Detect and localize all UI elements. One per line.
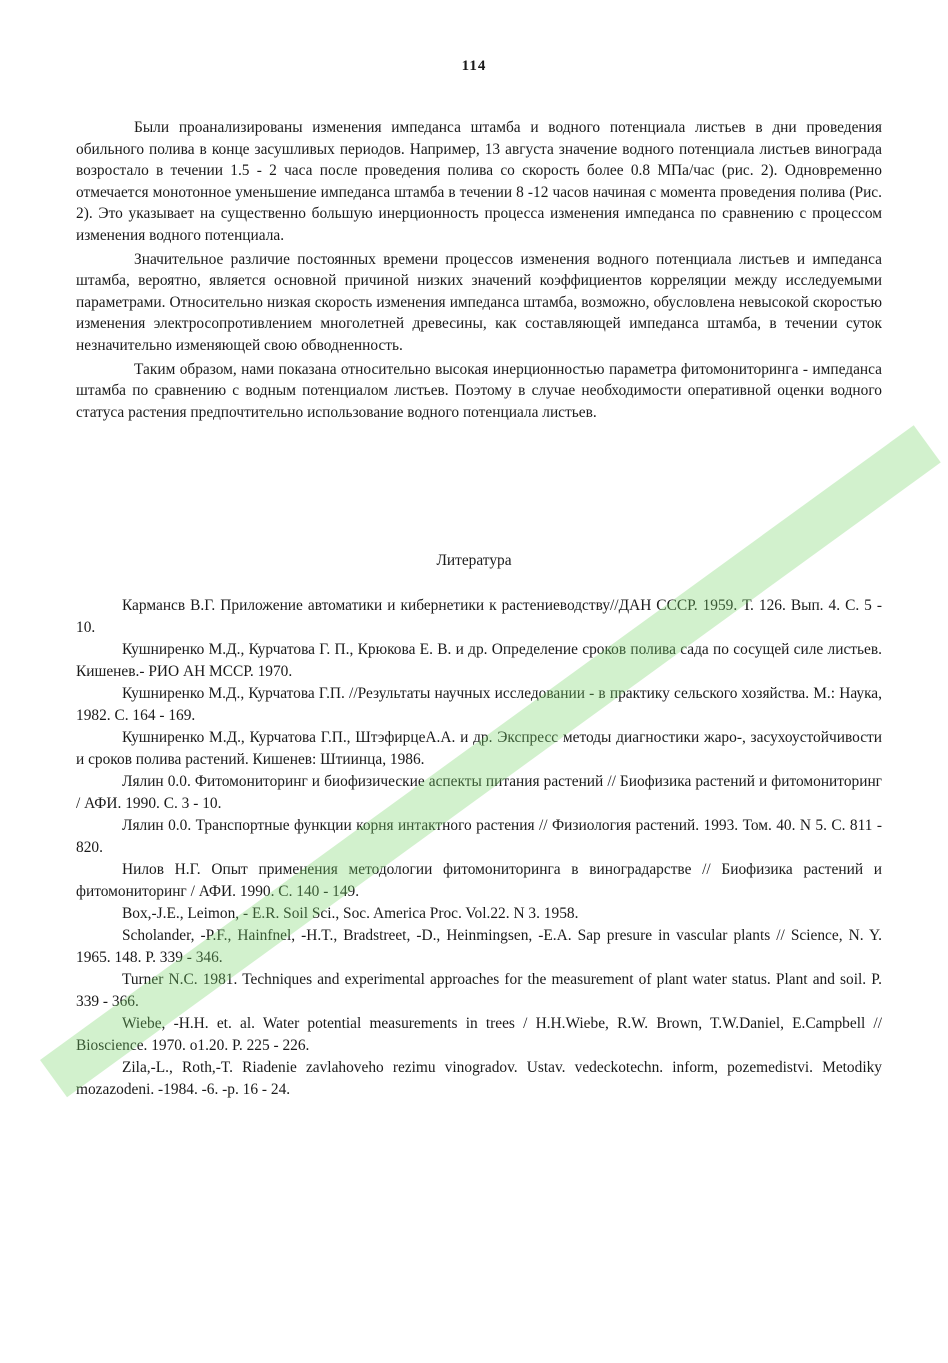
reference-item: Scholander, -P.F., Hainfnel, -H.T., Bradstreet, -D., Heinmingsen, -E.A. Sap presure in vascular plants // Science, N. Y. 1965. 148. P. 339 - 346.: [76, 927, 882, 966]
section-title: Литература: [436, 552, 512, 569]
reference-item: Wiebe, -H.H. et. al. Water potential measurements in trees / H.H.Wiebe, R.W. Brown, T.W.Daniel, E.Campbell // Bioscience. 1970. o1.20. P. 225 - 226.: [76, 1015, 882, 1054]
reference-item: Кушниренко М.Д., Курчатова Г. П., Крюкова Е. В. и др. Определение сроков полива сада по сосущей силе листьев. Кишенев.- РИО АН МССР. 1970.: [76, 641, 882, 680]
reference-item: Кармансв В.Г. Приложение автоматики и кибернетики к растениеводству//ДАН СССР. 1959. Т. 126. Вып. 4. С. 5 - 10.: [76, 597, 882, 636]
paragraph: Были проанализированы изменения импеданса штамба и водного потенциала листьев в дни проведения обильного полива в конце засушливых периодов. Например, 13 августа значение водного потенциала листьев винограда возростало в течении 1.5 - 2 часа после проведения полива со скорость более 0.8 МПа/час (рис. 2). Одновременно отмечается монотонное уменьшение импеданса штамба в течении 8 -12 часов начиная с момента проведения полива (Рис. 2). Это указывает на существенно большую инерционность процесса изменения импеданса по сравнению с процессом изменения водного потенциала.: [76, 119, 882, 244]
reference-item: Лялин 0.0. Транспортные функции корня интактного растения // Физиология растений. 1993. Том. 40. N 5. С. 811 - 820.: [76, 817, 882, 856]
reference-item: Нилов Н.Г. Опыт применения методологии фитомониторинга в виноградарстве // Биофизика растений и фитомониторинг / АФИ. 1990. С. 140 - 149.: [76, 861, 882, 900]
body-text: [76, 117, 882, 425]
reference-item: Zila,-L., Roth,-T. Riadenie zavlahoveho rezimu vinogradov. Ustav. vedeckotechn. inform, pozemedistvi. Metodiky mozazodeni. -1984. -6. -p. 16 - 24.: [76, 1059, 882, 1098]
reference-item: Turner N.C. 1981. Techniques and experimental approaches for the measurement of plant water status. Plant and soil. P. 339 - 366.: [76, 971, 882, 1010]
paragraph: Значительное различие постоянных времени процессов изменения водного потенциала листьев и импеданса штамба, вероятно, является основной причиной низких значений коэффициентов корреляции между исследуемыми параметрами. Относительно низкая скорость изменения импеданса штамба, возможно, обусловлена невысокой скоростью изменения электросопротивлением многолетней древесины, как составляющей импеданса штамба, в течении суток незначительно изменяющей свою обводненность.: [76, 250, 882, 354]
reference-item: Кушниренко М.Д., Курчатова Г.П., ШтэфирцеА.А. и др. Экспресс методы диагностики жаро-, засухоустойчивости и сроков полива растений. Кишенев: Штиинца, 1986.: [76, 729, 882, 768]
reference-list: [76, 595, 882, 1101]
page-number: 114: [461, 58, 487, 74]
reference-item: Лялин 0.0. Фитомониторинг и биофизические аспекты питания растений // Биофизика растений и фитомониторинг / АФИ. 1990. С. 3 - 10.: [76, 773, 882, 812]
reference-item: Box,-J.E., Leimon, - E.R. Soil Sci., Soc. America Proc. Vol.22. N 3. 1958.: [122, 905, 579, 922]
paragraph: Таким образом, нами показана относительно высокая инерционностью параметра фитомониторинга - импеданса штамба по сравнению с водным потенциалом листьев. Поэтому в случае необходимости оперативной оценки водного статуса растения предпочтительно использование водного потенциала листьев.: [76, 360, 882, 421]
reference-item: Кушниренко М.Д., Курчатова Г.П. //Результаты научных исследовании - в практику сельского хозяйства. М.: Наука, 1982. С. 164 - 169.: [76, 685, 882, 724]
